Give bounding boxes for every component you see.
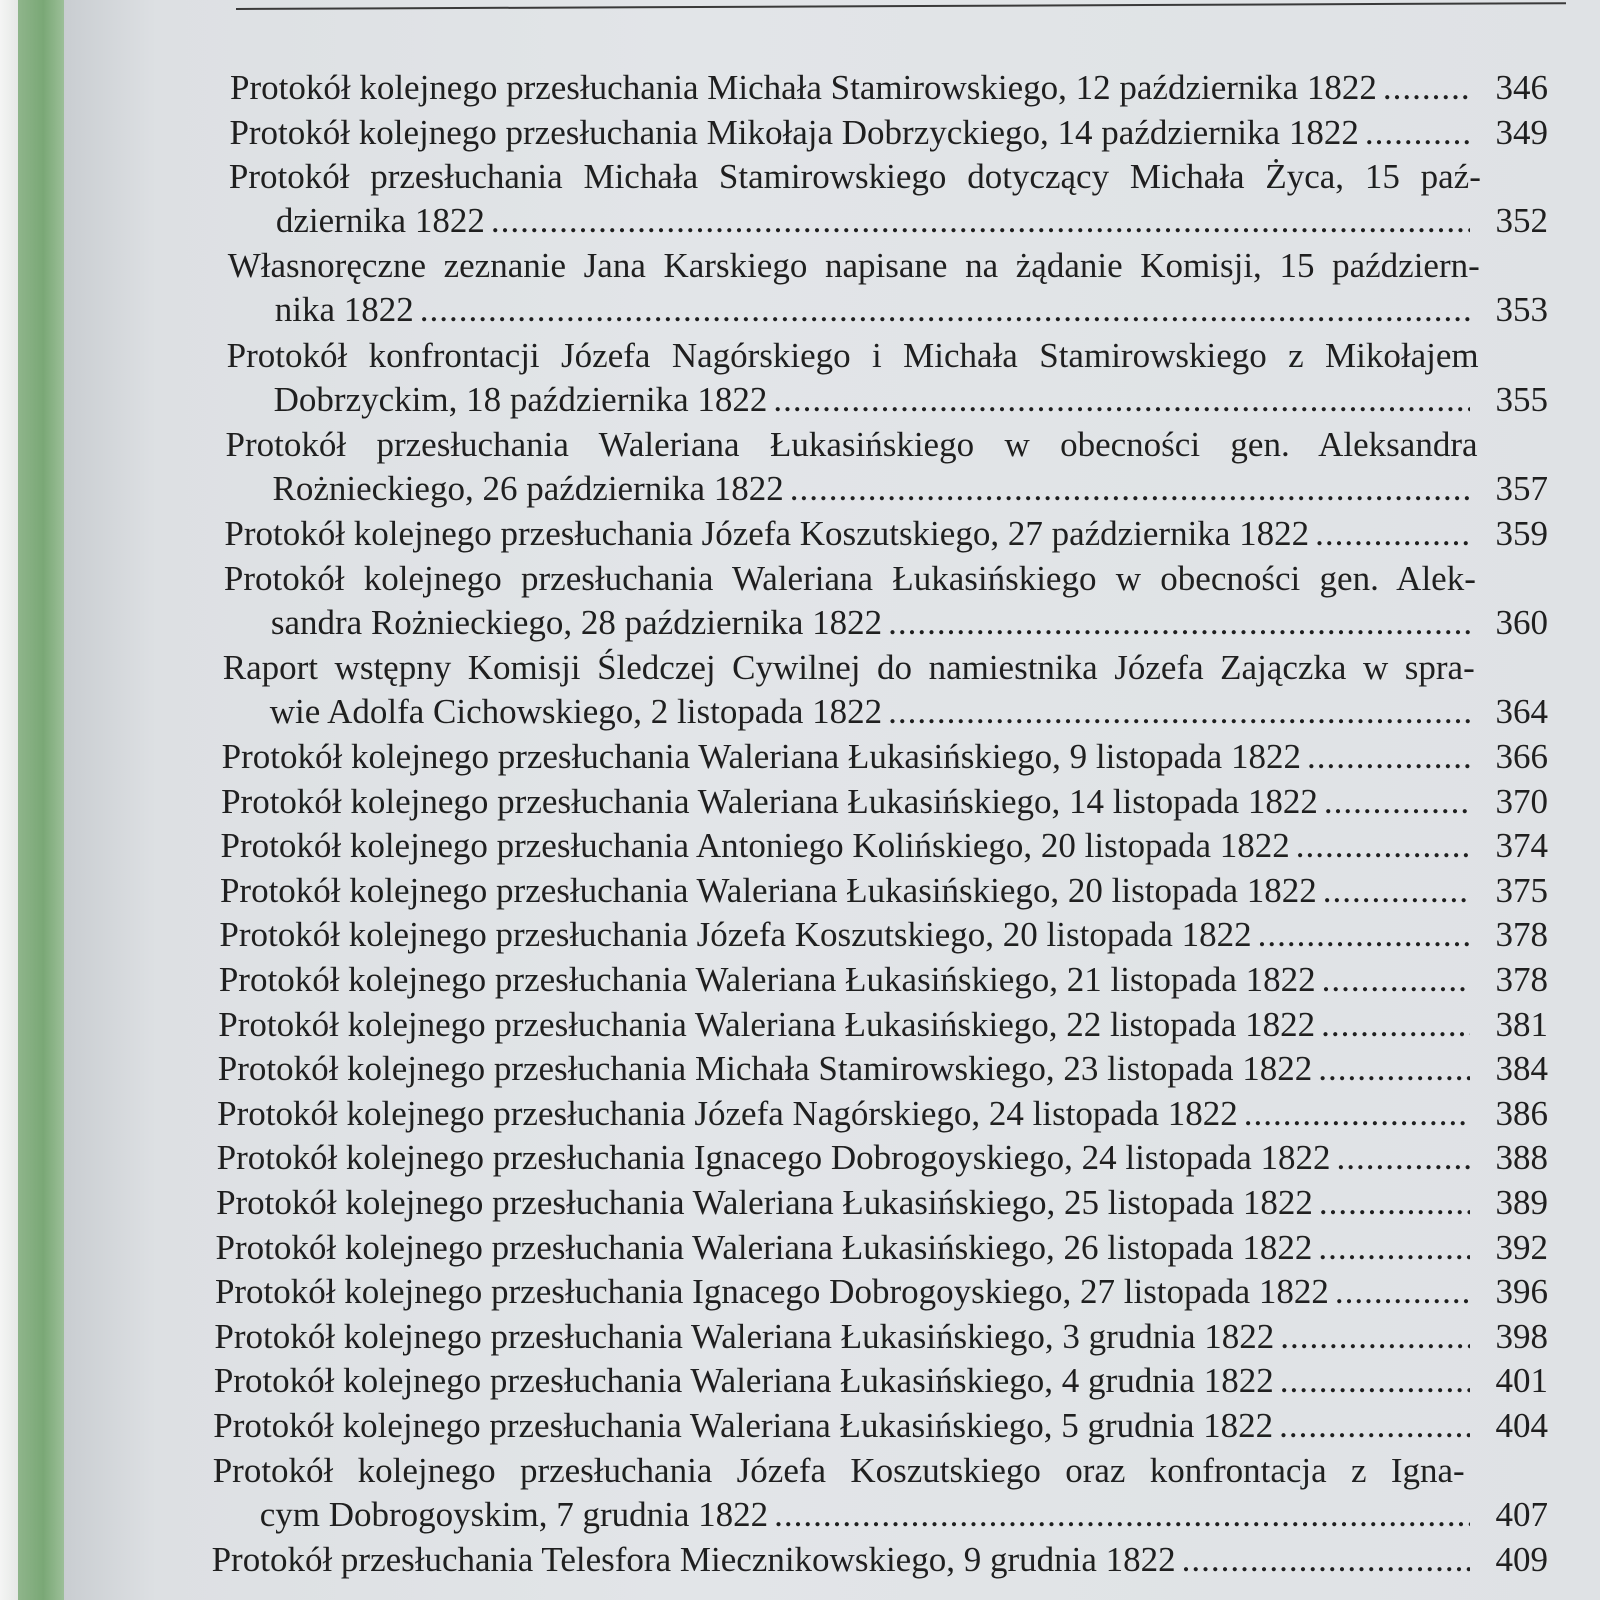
toc-entry-title-line: Protokół kolejnego przesłuchania Waleriana Łukasińskiego, 3 grudnia 1822 — [214, 1316, 1275, 1356]
toc-entry-title-line: Protokół kolejnego przesłuchania Waleriana Łukasińskiego, 5 grudnia 1822 — [213, 1406, 1274, 1445]
leader-dots — [1315, 512, 1470, 556]
leader-dots — [1322, 958, 1470, 1002]
leader-dots — [420, 288, 1470, 332]
toc-entry-title-line: Protokół kolejnego przesłuchania Waleriana Łukasińskiego, 9 listopada 1822 — [221, 737, 1301, 776]
toc-page-number: 355 — [1495, 379, 1548, 419]
toc-entry-title-line: Protokół kolejnego przesłuchania Józefa Nagórskiego, 24 listopada 1822 — [217, 1093, 1238, 1133]
toc-entry — [218, 1003, 1548, 1047]
leader-dots — [790, 467, 1470, 511]
leader-dots — [1324, 780, 1470, 824]
leader-dots — [1244, 1092, 1470, 1136]
toc-page-number: 360 — [1495, 602, 1548, 642]
toc-entry-line — [216, 1181, 1548, 1225]
toc-entry-line — [227, 378, 1548, 422]
toc-entry-title-line: Dobrzyckim, 18 października 1822 — [273, 379, 768, 419]
toc-entry — [212, 1538, 1548, 1582]
toc-entry — [217, 1092, 1548, 1136]
toc-page-number: 366 — [1495, 737, 1548, 776]
toc-entry-title-line: Protokół kolejnego przesłuchania Ignacego Dobrogoyskiego, 24 listopada 1822 — [216, 1138, 1331, 1178]
toc-entry-title-line: dziernika 1822 — [275, 201, 485, 241]
toc-entry — [220, 869, 1548, 913]
leader-dots — [1279, 1404, 1470, 1448]
leader-dots — [1365, 111, 1470, 155]
leader-dots — [888, 690, 1470, 734]
toc-page-number: 392 — [1495, 1227, 1548, 1267]
toc-entry-line — [218, 1003, 1548, 1047]
leader-dots — [1323, 869, 1470, 913]
toc-entry-title-line: nika 1822 — [274, 290, 414, 330]
toc-entry-title-line: Protokół kolejnego przesłuchania Ignacego Dobrogoyskiego, 27 listopada 1822 — [214, 1272, 1329, 1312]
toc-page-number: 352 — [1495, 201, 1548, 241]
leader-dots — [1296, 824, 1470, 868]
toc-entry-title-line: Protokół kolejnego przesłuchania Waleriana Łukasińskiego w obecności gen. Alek- — [223, 558, 1476, 598]
toc-page-number: 396 — [1495, 1272, 1548, 1312]
toc-entry-line — [215, 1270, 1548, 1314]
toc-entry — [214, 1359, 1548, 1403]
toc-entry-title-line: Protokół kolejnego przesłuchania Waleriana Łukasińskiego, 20 listopada 1822 — [219, 870, 1317, 910]
toc-entry-title-line: Rożnieckiego, 26 października 1822 — [272, 468, 784, 508]
toc-entry — [218, 1047, 1548, 1091]
toc-entry-line — [217, 1092, 1548, 1136]
toc-entry-line — [216, 1226, 1548, 1270]
toc-entry — [223, 646, 1548, 734]
toc-entry-title-line: Protokół kolejnego przesłuchania Michała Stamirowskiego, 23 listopada 1822 — [217, 1049, 1313, 1089]
toc-page-number: 375 — [1495, 870, 1548, 910]
toc-page-number: 353 — [1495, 290, 1548, 330]
toc-entry-line — [214, 1315, 1548, 1359]
toc-entry — [222, 735, 1548, 779]
toc-page-number: 381 — [1495, 1004, 1548, 1044]
toc-entry-line — [229, 199, 1548, 243]
toc-entry-line — [222, 735, 1548, 779]
toc-page-number: 364 — [1495, 691, 1548, 731]
leader-dots — [1307, 735, 1470, 779]
toc-entry — [230, 66, 1548, 110]
toc-entry — [221, 824, 1548, 868]
toc-entry — [221, 780, 1548, 824]
toc-page-number: 378 — [1495, 915, 1548, 955]
leader-dots — [491, 199, 1470, 243]
toc-entry-title-line: Protokół kolejnego przesłuchania Józefa Koszutskiego oraz konfrontacja z Igna- — [212, 1450, 1465, 1490]
toc-page-number: 359 — [1495, 514, 1548, 553]
toc-page-number: 346 — [1495, 68, 1548, 107]
toc-entry-line — [229, 111, 1548, 155]
toc-entry-title-line: Protokół przesłuchania Michała Stamirowskiego dotyczący Michała Życa, 15 paź- — [228, 157, 1481, 197]
leader-dots — [1335, 1270, 1470, 1314]
leader-dots — [1337, 1136, 1470, 1180]
toc-page-number: 378 — [1495, 960, 1548, 999]
toc-entry — [215, 1270, 1548, 1314]
toc-page-number: 388 — [1495, 1138, 1548, 1178]
toc-entry-line — [221, 780, 1548, 824]
toc-page-number: 401 — [1495, 1361, 1548, 1401]
toc-entry-line — [219, 913, 1548, 957]
toc-entry-title-line: Protokół kolejnego przesłuchania Józefa Koszutskiego, 27 października 1822 — [224, 514, 1310, 553]
toc-entry-line — [223, 690, 1548, 734]
toc-page-number: 374 — [1495, 826, 1548, 866]
toc-entry-line — [230, 66, 1548, 110]
toc-entry — [229, 155, 1548, 243]
leader-dots — [1319, 1181, 1470, 1225]
toc-entry — [213, 1404, 1548, 1448]
toc-page-number: 370 — [1495, 781, 1548, 821]
toc-entry — [219, 913, 1548, 957]
toc-entry — [227, 334, 1548, 422]
toc-page-number: 357 — [1495, 468, 1548, 508]
toc-entry-title-line: sandra Rożnieckiego, 28 października 1822 — [270, 602, 883, 642]
toc-page-number: 404 — [1495, 1406, 1548, 1445]
leader-dots — [1258, 913, 1470, 957]
toc-entry-title-line: Protokół kolejnego przesłuchania Waleriana Łukasińskiego, 26 listopada 1822 — [215, 1227, 1313, 1267]
toc-page-number: 386 — [1495, 1093, 1548, 1133]
toc-entry-line — [214, 1359, 1548, 1403]
toc-entry-title-line: Protokół kolejnego przesłuchania Antoniego Kolińskiego, 20 listopada 1822 — [220, 826, 1290, 866]
leader-dots — [1318, 1047, 1470, 1091]
leader-dots — [1321, 1003, 1470, 1047]
toc-page-number: 398 — [1495, 1316, 1548, 1356]
toc-entry-line — [226, 467, 1548, 511]
leader-dots — [1280, 1359, 1470, 1403]
leader-dots — [1182, 1538, 1470, 1582]
toc-entry-line — [217, 1136, 1548, 1180]
toc-entry-line — [228, 288, 1548, 332]
toc-entry — [216, 1226, 1548, 1270]
toc-entry-line — [219, 958, 1548, 1002]
toc-entry-title-line: Protokół kolejnego przesłuchania Waleriana Łukasińskiego, 25 listopada 1822 — [216, 1183, 1313, 1222]
toc-entry-line — [224, 512, 1548, 556]
toc-entry-title-line: Protokół kolejnego przesłuchania Waleriana Łukasińskiego, 21 listopada 1822 — [218, 960, 1316, 999]
toc-entry — [224, 557, 1548, 645]
toc-page-number: 349 — [1495, 112, 1548, 152]
toc-page-number: 384 — [1495, 1049, 1548, 1089]
toc-entry — [229, 111, 1548, 155]
leader-dots — [773, 378, 1470, 422]
toc-entry-line — [213, 1493, 1548, 1537]
toc-entry — [224, 512, 1548, 556]
toc-page-number: 409 — [1495, 1539, 1548, 1579]
toc-entry-title-line: Własnoręczne zeznanie Jana Karskiego napisane na żądanie Komisji, 15 październ- — [227, 246, 1480, 286]
toc-entry-title-line: Protokół kolejnego przesłuchania Waleriana Łukasińskiego, 22 listopada 1822 — [218, 1004, 1316, 1044]
toc-entry-title-line: wie Adolfa Cichowskiego, 2 listopada 1822 — [269, 691, 883, 731]
toc-entry-title-line: Protokół kolejnego przesłuchania Waleriana Łukasińskiego, 4 grudnia 1822 — [213, 1361, 1274, 1401]
toc-entry — [217, 1136, 1548, 1180]
toc-entry — [214, 1315, 1548, 1359]
toc-entry-title-line: Protokół kolejnego przesłuchania Michała Stamirowskiego, 12 października 1822 — [230, 68, 1377, 107]
toc-entry-title-line: Raport wstępny Komisji Śledczej Cywilnej do namiestnika Józefa Zajączka w spra- — [222, 647, 1475, 687]
toc-entry — [219, 958, 1548, 1002]
toc-entry-line — [221, 824, 1548, 868]
toc-entry-title-line: Protokół kolejnego przesłuchania Mikołaja Dobrzyckiego, 14 października 1822 — [229, 112, 1359, 152]
toc-entry — [216, 1181, 1548, 1225]
toc-entry-title-line: cym Dobrogoyskim, 7 grudnia 1822 — [259, 1494, 769, 1534]
toc-entry-title-line: Protokół przesłuchania Telesfora Miecznikowskiego, 9 grudnia 1822 — [211, 1539, 1176, 1579]
toc-entry-title-line: Protokół kolejnego przesłuchania Waleriana Łukasińskiego, 14 listopada 1822 — [221, 781, 1318, 821]
toc-entry — [228, 244, 1548, 332]
toc-entry-line — [213, 1404, 1548, 1448]
toc-page-number: 407 — [1495, 1494, 1548, 1534]
leader-dots — [774, 1493, 1470, 1537]
toc-entry-title-line: Protokół przesłuchania Waleriana Łukasińskiego w obecności gen. Aleksandra — [225, 424, 1478, 464]
leader-dots — [1280, 1315, 1470, 1359]
leader-dots — [888, 601, 1470, 645]
toc-entry-line — [212, 1538, 1548, 1582]
toc-entry-title-line: Protokół konfrontacji Józefa Nagórskiego i Michała Stamirowskiego z Mikołajem — [226, 335, 1479, 375]
toc-entry — [213, 1449, 1548, 1537]
leader-dots — [1383, 66, 1470, 110]
toc-page-number: 389 — [1495, 1183, 1548, 1222]
toc-entry-title-line: Protokół kolejnego przesłuchania Józefa Koszutskiego, 20 listopada 1822 — [219, 915, 1252, 955]
toc-entry — [226, 423, 1548, 511]
toc-entry-line — [220, 869, 1548, 913]
toc-entry-line — [224, 601, 1548, 645]
toc-entry-line — [218, 1047, 1548, 1091]
leader-dots — [1318, 1226, 1470, 1270]
